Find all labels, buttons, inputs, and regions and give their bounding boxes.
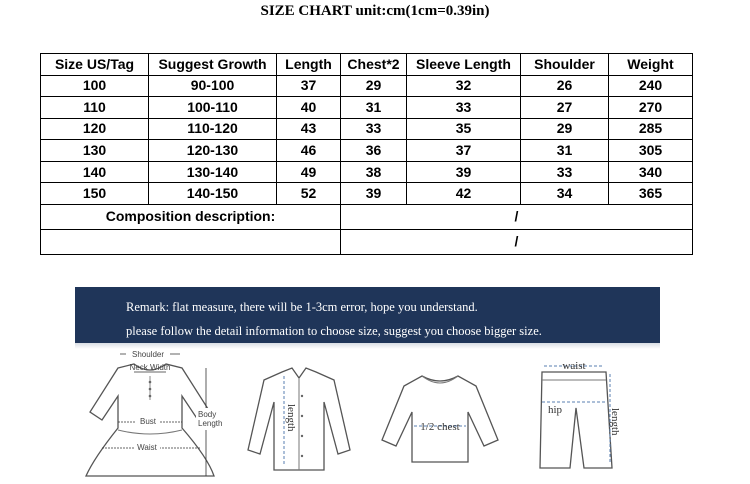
shirt-length-label: length [285, 404, 297, 432]
table-cell: 46 [277, 140, 341, 162]
table-cell: 43 [277, 118, 341, 140]
remark-banner [75, 287, 660, 343]
chest-label: 1/2 chest [420, 421, 460, 433]
table-cell: 49 [277, 161, 341, 183]
composition-row-2 [41, 229, 693, 254]
composition-value: / [341, 204, 693, 229]
header-shoulder: Shoulder [521, 54, 609, 76]
table-cell: 42 [407, 183, 521, 205]
pants-outline-icon [540, 372, 612, 468]
table-cell: 37 [277, 75, 341, 97]
table-cell: 285 [609, 118, 693, 140]
table-cell: 26 [521, 75, 609, 97]
table-cell: 150 [41, 183, 149, 205]
table-row [41, 161, 693, 183]
composition-label: Composition description: [41, 204, 341, 229]
table-cell: 33 [341, 118, 407, 140]
table-row [41, 118, 693, 140]
table-cell: 39 [341, 183, 407, 205]
table-row [41, 97, 693, 119]
table-cell: 130 [41, 140, 149, 162]
table-cell: 29 [341, 75, 407, 97]
sweater-diagram [380, 368, 500, 468]
table-cell: 52 [277, 183, 341, 205]
pants-waist-label: waist [562, 360, 586, 372]
table-cell: 33 [407, 97, 521, 119]
table-cell: 31 [341, 97, 407, 119]
table-cell: 130-140 [149, 161, 277, 183]
table-cell: 120 [41, 118, 149, 140]
composition-row [41, 204, 693, 229]
table-cell: 100-110 [149, 97, 277, 119]
size-chart-title: SIZE CHART unit:cm(1cm=0.39in) [260, 3, 490, 19]
length-label: Length [198, 419, 223, 428]
remark-shadow [75, 343, 660, 349]
table-cell: 140 [41, 161, 149, 183]
table-cell: 37 [407, 140, 521, 162]
table-cell: 38 [341, 161, 407, 183]
table-cell: 90-100 [149, 75, 277, 97]
composition-value-2: / [341, 229, 693, 254]
dress-diagram [78, 350, 238, 482]
table-cell: 120-130 [149, 140, 277, 162]
table-row [41, 75, 693, 97]
header-sleeve: Sleeve Length [407, 54, 521, 76]
table-cell: 140-150 [149, 183, 277, 205]
table-cell: 27 [521, 97, 609, 119]
pants-diagram [526, 356, 636, 474]
table-cell: 240 [609, 75, 693, 97]
composition-empty-cell [41, 229, 341, 254]
pants-length-label: length [609, 408, 621, 436]
table-cell: 33 [521, 161, 609, 183]
table-cell: 31 [521, 140, 609, 162]
shoulder-label: Shoulder [131, 350, 165, 359]
shirt-diagram [244, 366, 354, 474]
table-cell: 39 [407, 161, 521, 183]
table-cell: 305 [609, 140, 693, 162]
table-cell: 110 [41, 97, 149, 119]
table-cell: 340 [609, 161, 693, 183]
size-table [40, 53, 693, 255]
sweater-outline-icon [382, 376, 498, 462]
header-growth: Suggest Growth [149, 54, 277, 76]
table-cell: 365 [609, 183, 693, 205]
table-row [41, 140, 693, 162]
table-cell: 34 [521, 183, 609, 205]
table-cell: 36 [341, 140, 407, 162]
table-cell: 32 [407, 75, 521, 97]
header-length: Length [277, 54, 341, 76]
table-header-row [41, 54, 693, 76]
hip-label: hip [548, 404, 563, 416]
table-cell: 110-120 [149, 118, 277, 140]
header-size: Size US/Tag [41, 54, 149, 76]
remark-line-2: please follow the detail information to choose size, suggest you choose bigger size. [126, 324, 542, 338]
header-weight: Weight [609, 54, 693, 76]
table-cell: 270 [609, 97, 693, 119]
table-cell: 40 [277, 97, 341, 119]
table-cell: 100 [41, 75, 149, 97]
header-chest: Chest*2 [341, 54, 407, 76]
waist-label: Waist [137, 443, 157, 452]
table-cell: 29 [521, 118, 609, 140]
table-row [41, 183, 693, 205]
neck-width-label: Neck Width [129, 363, 171, 372]
body-label: Body [198, 410, 217, 419]
bust-label: Bust [139, 417, 157, 426]
table-cell: 35 [407, 118, 521, 140]
remark-line-1: Remark: flat measure, there will be 1-3cm error, hope you understand. [126, 300, 478, 314]
